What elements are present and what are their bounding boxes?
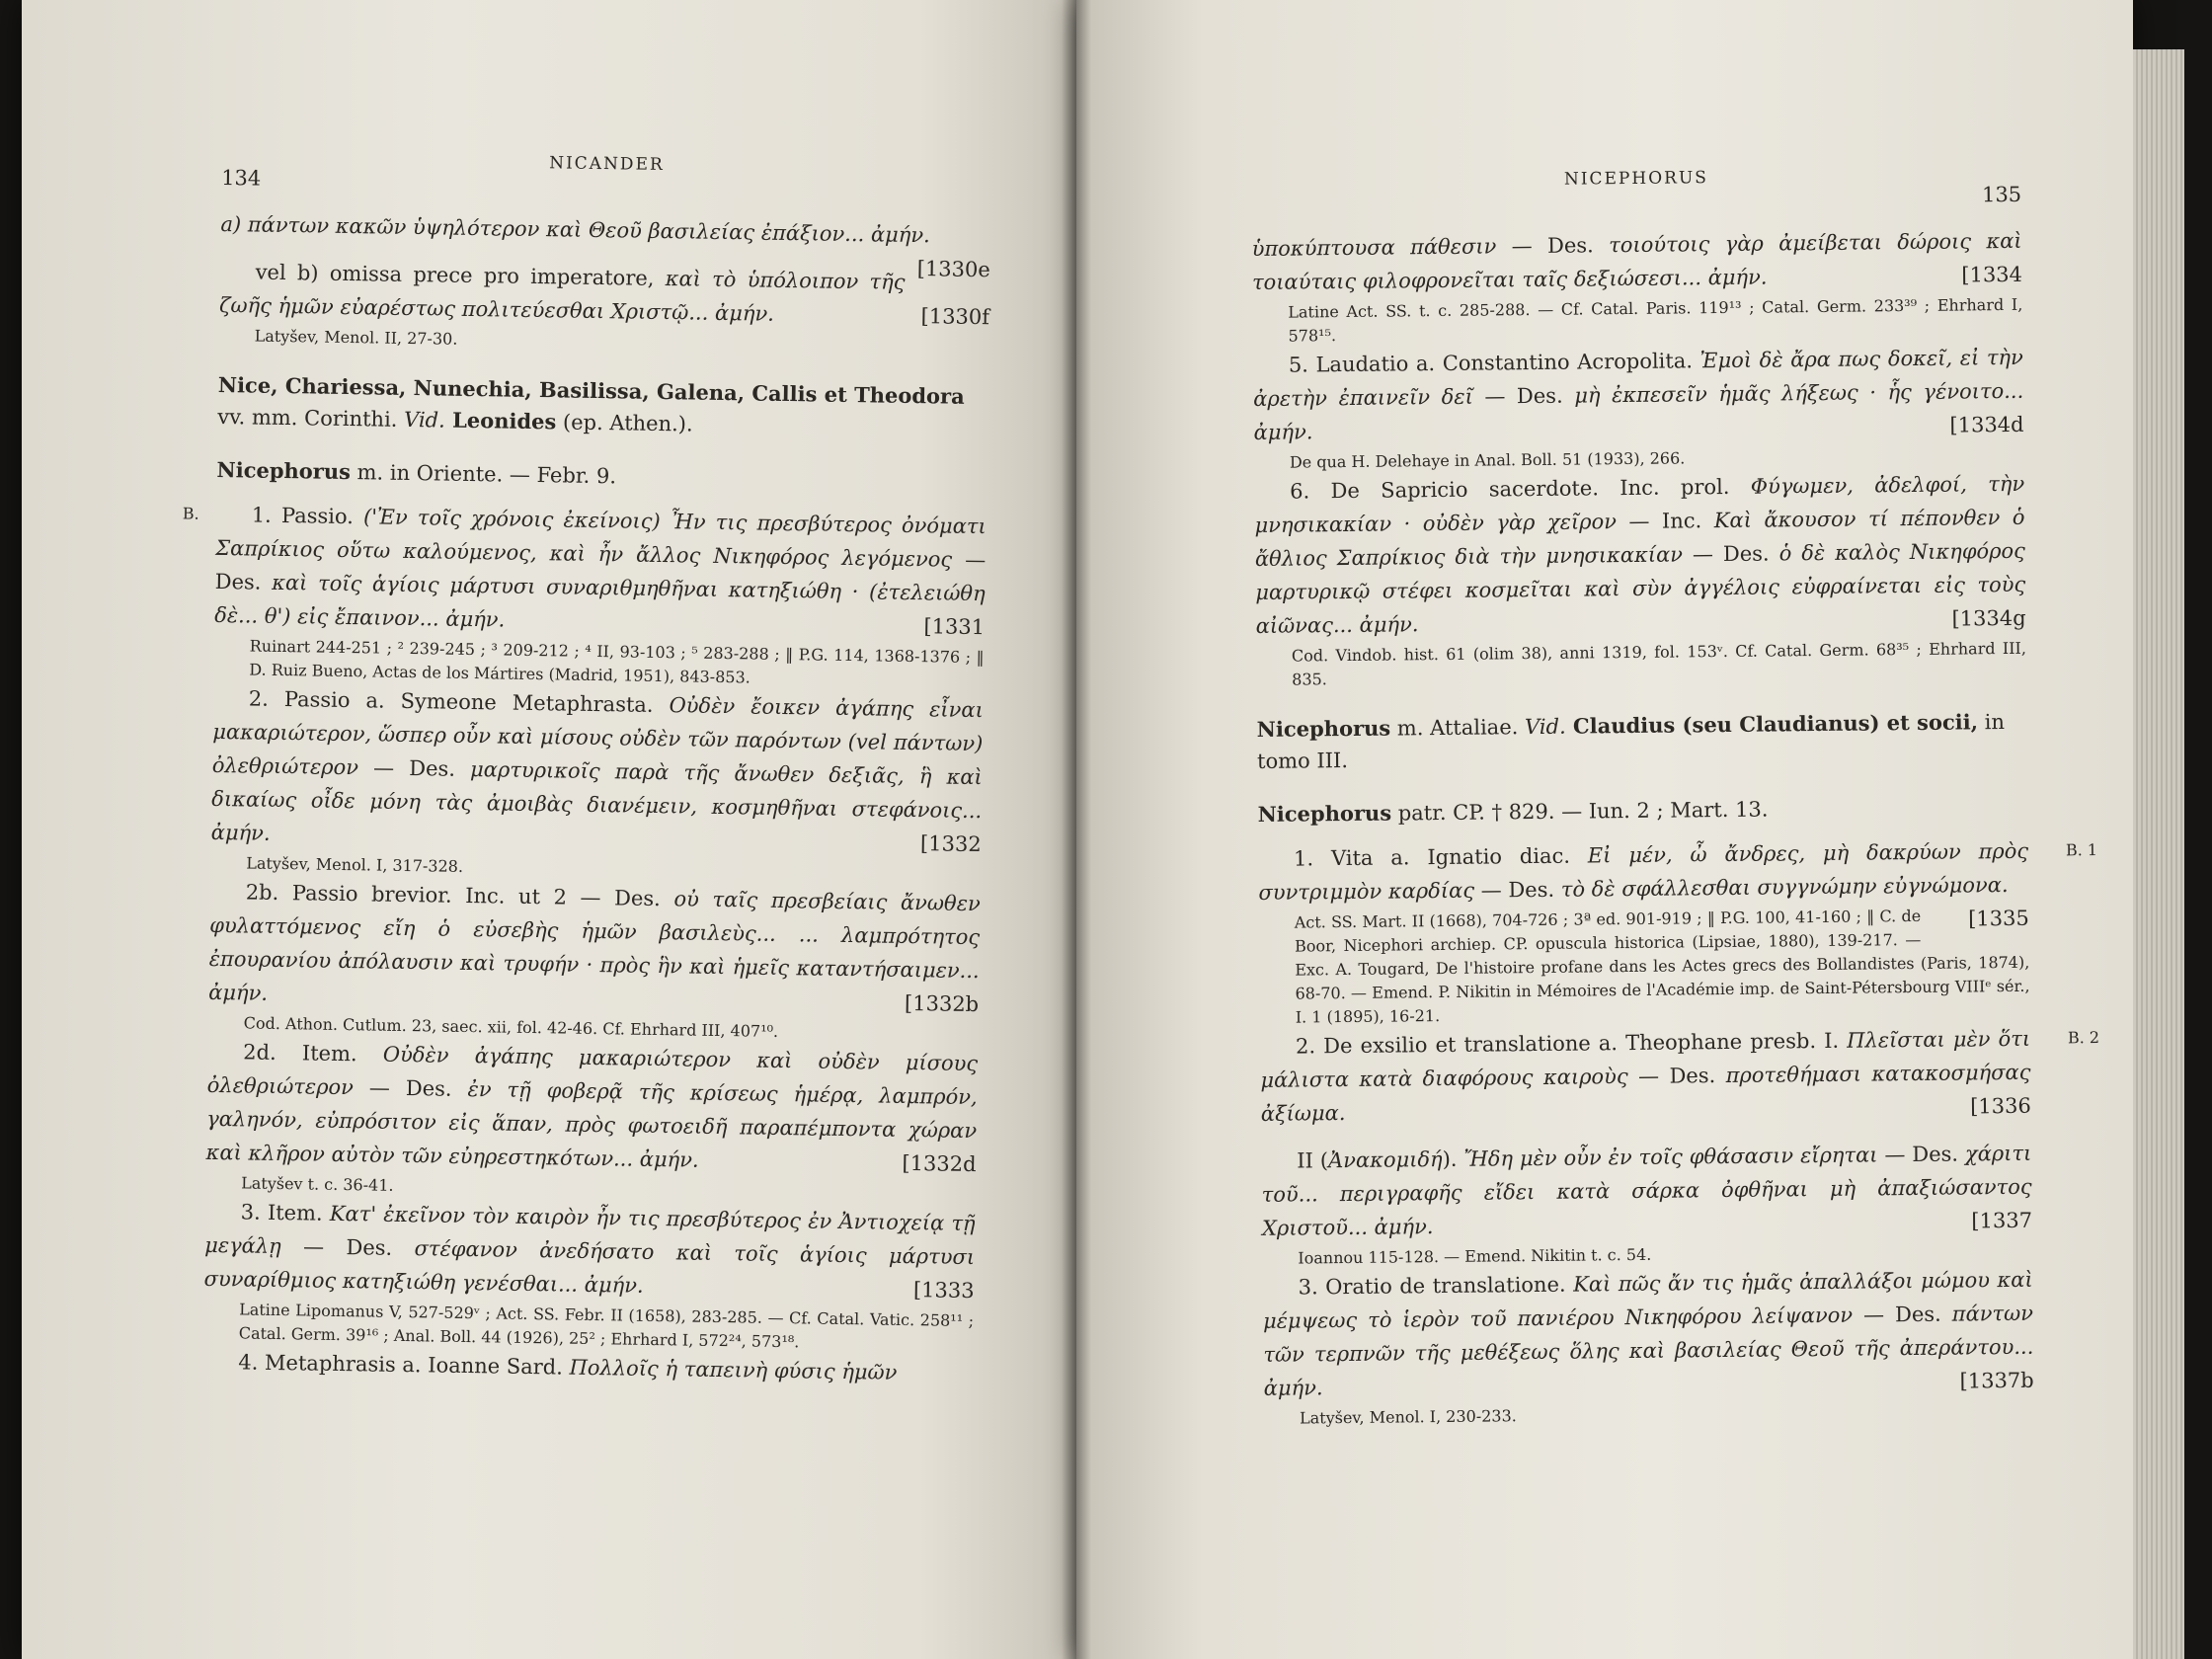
entry-1330f: vel b) omissa prece pro imperatore, καὶ τὸ ὑπόλοιπον τῆς ζωῆς ἡμῶν εὐαρέστως πολιτεύεσθαι Χριστῷ... ἀμήν. [1330f <box>218 260 990 330</box>
entry-1332b: 2b. Passio brevior. Inc. ut 2 — Des. οὐ ταῖς πρεσβείαις ἄνωθεν φυλαττόμενος εἴη ὁ εὐσεβὴς ἡμῶν βασιλεὺς... ... λαμπρότητος ἐπουρανίου ἀπόλαυσιν καὶ τρυφήν · πρὸς ἣν καὶ ἡμεῖς καταντήσαιμεν... ἀμήν. [1332b <box>208 880 981 1017</box>
entry-4-metaphrasis: 4. Metaphrasis a. Ioanne Sard. Πολλοῖς ἡ ταπεινὴ φύσις ἡμῶν <box>238 1350 898 1384</box>
citation-1337: Ioannou 115-128. — Emend. Nikitin t. c. 54. <box>1298 1244 1652 1268</box>
citation-1334g: Cod. Vindob. hist. 61 (olim 38), anni 1319, fol. 153ᵛ. Cf. Catal. Germ. 68³⁵ ; Ehrhard III, 835. <box>1291 638 2027 689</box>
citation-1334: Latine Act. SS. t. c. 285-288. — Cf. Catal. Paris. 119¹³ ; Catal. Germ. 233³⁹ ; Ehrhard I, 578¹⁵. <box>1288 294 2023 346</box>
citation-1333: Latine Lipomanus V, 527-529ᵛ ; Act. SS. Febr. II (1658), 283-285. — Cf. Catal. Vatic. 258¹¹ ; Catal. Germ. 39¹⁶ ; Anal. Boll. 44 (1926), 25² ; Ehrhard I, 572²⁴, 573¹⁸. <box>238 1300 975 1352</box>
entry-1335: B. 1 1. Vita a. Ignatio diac. Εἰ μέν, ὦ ἄνδρες, μὴ δακρύων πρὸς συντριμμὸν καρδίας — Des. τὸ δὲ σφάλλεσθαι συγγνώμην εὐγνώμονα. [1335 <box>1258 834 2029 909</box>
right-running-head <box>1251 165 2022 232</box>
left-running-head <box>221 148 992 219</box>
entry-1330e: a) πάντων κακῶν ὑψηλότερον καὶ Θεοῦ βασιλείας ἐπάξιον... ἀμήν. [1330e <box>220 211 990 282</box>
citation-1335: Act. SS. Mart. II (1668), 704-726 ; 3ª ed. 901-919 ; ‖ P.G. 100, 41-160 ; ‖ C. de Boor, Nicephori archiep. CP. opuscula historica (Lipsiae, 1880), 139-217. — Exc. A. Tougard, De l'histoire profane dans les Actes grecs des Bollandistes (Paris, 1874), 68-70. — Emend. P. Nikitin in Mémoires de l'Académie imp. de Saint-Pétersbourg VIIIᵉ sér., I. 1 (1895), 16-21. <box>1294 906 2030 1027</box>
entry-1333: 3. Item. Κατ' ἐκεῖνον τὸν καιρὸν ἦν τις πρεσβύτερος ἐν Ἀντιοχείᾳ τῇ μεγάλῃ — Des. στέφανον ἀνεδήσατο καὶ τοῖς ἁγίοις μάρτυσι συναρίθμιος κατηξιώθη γενέσθαι... ἀμήν. [1333 <box>203 1200 976 1304</box>
entry-1334: ὑποκύπτουσα πάθεσιν — Des. τοιούτοις γὰρ ἀμείβεται δώροις καὶ τοιαύταις φιλοφρονεῖται ταῖς δεξιώσεσι... ἀμήν. [1334 <box>1251 228 2023 294</box>
heading-nicephorus-attaliae: Nicephorus m. Attaliae. Vid. Claudius (seu Claudianus) et socii, in tomo III. <box>1256 709 2006 773</box>
citation-1330f: Latyšev, Menol. II, 27-30. <box>254 326 458 349</box>
entry-1336: B. 2 2. De exsilio et translatione a. Theophane presb. I. Πλεῖσται μὲν ὅτι μάλιστα κατὰ διαφόρους καιροὺς — Des. προτεθήμασι κατακοσμήσας ἀξίωμα. [1336 <box>1260 1022 2031 1131</box>
entry-1332d: 2d. Item. Οὐδὲν ἀγάπης μακαριώτερον καὶ οὐδὲν μίσους ὀλεθριώτερον — Des. ἐν τῇ φοβερᾷ τῆς κρίσεως ἡμέρᾳ, λαμπρόν, γαληνόν, εὐπρόσιτον εἰς ἅπαν, πρὸς φωτοειδῆ παραπέμποντα χώραν καὶ κλῆρον αὐτὸν τῶν εὐηρεστηκότων... ἀμήν. [1332d <box>205 1040 979 1177</box>
right-page <box>1076 0 2133 1659</box>
page-number-left: 134 <box>220 165 262 191</box>
entry-1337: II (Ἀνακομιδή). Ἤδη μὲν οὖν ἐν τοῖς φθάσασιν εἴρηται — Des. χάριτι τοῦ... περιγραφῆς εἴδει κατὰ σάρκα ὀφθῆναι μὴ ἀπαξιώσαντος Χριστοῦ... ἀμήν. [1337 <box>1261 1141 2033 1240</box>
left-text-block <box>182 0 994 1390</box>
book-gutter <box>1062 0 1091 1659</box>
citation-1332d: Latyšev t. c. 36-41. <box>241 1173 394 1195</box>
entry-1331: B. 1. Passio. ('Ἐν τοῖς χρόνοις ἐκείνοις) Ἦν τις πρεσβύτερος ὀνόματι Σαπρίκιος οὕτω καλούμενος, καὶ ἦν ἄλλος Νικηφόρος λεγόμενος — Des. καὶ τοῖς ἁγίοις μάρτυσι συναριθμηθῆναι κατηξιώθη · (ἐτελειώθη δὲ... θ') εἰς ἔπαινον... ἀμήν. [1331 <box>214 498 987 644</box>
right-text-block <box>1249 0 2100 1431</box>
citation-1334d: De qua H. Delehaye in Anal. Boll. 51 (1933), 266. <box>1289 448 1686 472</box>
citation-1332: Latyšev, Menol. I, 317-328. <box>246 853 464 876</box>
entry-1334d: 5. Laudatio a. Constantino Acropolita. Ἐμοὶ δὲ ἄρα πως δοκεῖ, εἰ τὴν ἀρετὴν ἐπαινεῖν δεῖ — Des. μὴ ἐκπεσεῖν ἡμᾶς λήξεως · ἧς γένοιτο... ἀμήν. [1334d <box>1253 345 2024 444</box>
margin-b1-right: B. 1 <box>2065 840 2098 860</box>
heading-nicephorus-oriente: Nicephorus m. in Oriente. — Febr. 9. <box>216 456 617 489</box>
running-head-title-left: NICANDER <box>548 153 665 176</box>
entry-1334g: 6. De Sapricio sacerdote. Inc. prol. Φύγωμεν, ἀδελφοί, τὴν μνησικακίαν · οὐδὲν γὰρ χεῖρον — Inc. Καὶ ἄκουσον τί πέπονθεν ὁ ἄθλιος Σαπρίκιος διὰ τὴν μνησικακίαν — Des. ὁ δὲ καλὸς Νικηφόρος μαρτυρικῷ στέφει κοσμεῖται καὶ σὺν ἀγγέλοις εὐφραίνεται εἰς τοὺς αἰῶνας... ἀμήν. [1334g <box>1254 471 2026 638</box>
citation-1331: Ruinart 244-251 ; ² 239-245 ; ³ 209-212 ; ⁴ II, 93-103 ; ⁵ 283-288 ; ‖ P.G. 114, 1368-1376 ; ‖ D. Ruiz Bueno, Actas de los Mártires (Madrid, 1951), 843-853. <box>249 636 985 687</box>
left-page <box>22 0 1076 1659</box>
running-head-title-right: NICEPHORUS <box>1563 168 1709 190</box>
entry-1337b: 3. Oratio de translatione. Καὶ πῶς ἄν τις ἡμᾶς ἀπαλλάξοι μώμου καὶ μέμψεως τὸ ἱερὸν τοῦ πανιέρου Νικηφόρου λείψανον — Des. πάντων τῶν τερπνῶν τῆς μεθέξεως ὅλης καὶ βασιλείας Θεοῦ τῆς ἀπεράντου... ἀμήν. [1337b <box>1262 1267 2034 1400</box>
entry-1332: 2. Passio a. Symeone Metaphrasta. Οὐδὲν ἔοικεν ἀγάπης εἶναι μακαριώτερον, ὥσπερ οὖν καὶ μίσους οὐδὲν τῶν παρόντων (vel πάντων) ὀλεθριώτερον — Des. μαρτυρικοῖς παρὰ τῆς ἄνωθεν δεξιᾶς, ἣ καὶ δικαίως οἶδε μόνη τὰς ἀμοιβὰς διανέμειν, κοσμηθῆναι στεφάνοις... ἀμήν. [1332 <box>210 686 984 857</box>
margin-b-left: B. <box>182 504 199 523</box>
margin-b2-right: B. 2 <box>2067 1028 2100 1048</box>
page-edges <box>2133 49 2184 1659</box>
citation-1337b: Latyšev, Menol. I, 230-233. <box>1299 1406 1517 1428</box>
heading-nicephorus-patr: Nicephorus patr. CP. † 829. — Iun. 2 ; Mart. 13. <box>1257 797 1769 827</box>
heading-nice: Nice, Chariessa, Nunechia, Basilissa, Galena, Callis et Theodora vv. mm. Corinthi. Vid. Leonides (ep. Athen.). <box>217 371 965 436</box>
page-number-right: 135 <box>1981 182 2022 207</box>
citation-1332b: Cod. Athon. Cutlum. 23, saec. xii, fol. 42-46. Cf. Ehrhard III, 407¹⁰. <box>243 1013 779 1041</box>
